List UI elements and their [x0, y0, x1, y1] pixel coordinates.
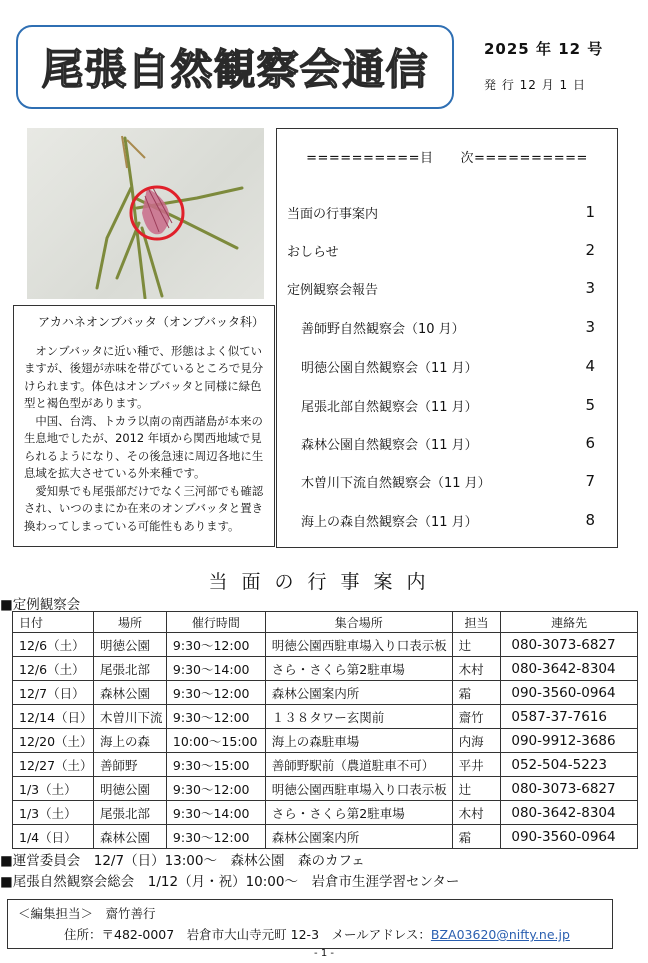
- column-header: 場所: [93, 612, 166, 633]
- table-cell: 明徳公園西駐車場入り口表示板: [265, 777, 452, 801]
- editor-address: 住所：〒482-0007 岩倉市大山寺元町 12-3 メールアドレス：: [64, 927, 431, 942]
- table-cell: 木村: [452, 657, 501, 681]
- toc-heading: ==========目 次==========: [306, 151, 588, 166]
- table-cell: 霜: [452, 681, 501, 705]
- table-cell: 森林公園案内所: [265, 681, 452, 705]
- table-cell: １３８タワー玄関前: [265, 705, 452, 729]
- table-cell: さら・さくら第2駐車場: [265, 657, 452, 681]
- table-cell: 10:00〜15:00: [166, 729, 265, 753]
- table-cell: 平井: [452, 753, 501, 777]
- editor-info-box: [7, 899, 613, 949]
- table-of-contents: ==========目 次========== 当面の行事案内 1 おしらせ 2 定例観察会報告 3 善師野自然観察会（10 月） 3 明徳公園自然観察会（11 月） 4 尾張北部自然観察会（11 月） 5 森林公園自然観察会（11 月） 6 木曽川下流自然観察会（11 月） 7 海上の森自然観察会（11 月） 8: [276, 128, 618, 548]
- table-cell: 12/14（日）: [13, 705, 94, 729]
- photo-caption-box: [13, 305, 275, 547]
- table-cell: 内海: [452, 729, 501, 753]
- schedule-title: 当面の行事案内: [208, 571, 440, 593]
- newsletter-title-box: [16, 25, 454, 109]
- table-cell: 080-3642-8304: [501, 801, 638, 825]
- table-cell: 0587-37-7616: [501, 705, 638, 729]
- email-link[interactable]: BZA03620@nifty.ne.jp: [430, 927, 570, 942]
- column-header: 連絡先: [501, 612, 638, 633]
- issue-number: 2025 年 12 号: [484, 40, 604, 58]
- table-cell: 090-3560-0964: [501, 825, 638, 849]
- table-cell: 090-9912-3686: [501, 729, 638, 753]
- table-cell: 9:30〜14:00: [166, 801, 265, 825]
- caption-paragraph: 愛知県でも尾張部だけでなく三河部でも確認され、いつのまにか在来のオンブバッタと置き換わってしまっている可能性もあります。: [24, 483, 264, 533]
- table-cell: 9:30〜12:00: [166, 633, 265, 657]
- table-cell: 1/4（日）: [13, 825, 94, 849]
- table-cell: 12/27（土）: [13, 753, 94, 777]
- table-cell: 9:30〜12:00: [166, 681, 265, 705]
- table-cell: 12/6（土）: [13, 657, 94, 681]
- table-cell: 1/3（土）: [13, 777, 94, 801]
- table-cell: 080-3073-6827: [501, 777, 638, 801]
- table-cell: 辻: [452, 777, 501, 801]
- table-row: [13, 633, 638, 657]
- table-cell: 052-504-5223: [501, 753, 638, 777]
- table-header-row: [13, 612, 638, 633]
- table-cell: 木曽川下流: [93, 705, 166, 729]
- table-cell: 12/20（土）: [13, 729, 94, 753]
- caption-title: アカハネオンブバッタ（オンブバッタ科）: [38, 315, 264, 329]
- table-row: [13, 801, 638, 825]
- column-header: 日付: [13, 612, 94, 633]
- newsletter-title: 尾張自然観察会通信: [41, 45, 429, 94]
- caption-paragraph: 中国、台湾、トカラ以南の南西諸島が本来の生息地でしたが、2012 年頃から関西地域で見られるようになり、その後急速に周辺各地に生息域を拡大させている外来種です。: [24, 413, 264, 480]
- table-cell: 木村: [452, 801, 501, 825]
- table-row: [13, 729, 638, 753]
- table-row: [13, 657, 638, 681]
- table-cell: 明徳公園: [93, 633, 166, 657]
- table-row: [13, 777, 638, 801]
- table-cell: 080-3642-8304: [501, 657, 638, 681]
- table-row: [13, 753, 638, 777]
- committee-note: ■運営委員会 12/7（日）13:00〜 森林公園 森のカフェ: [0, 853, 365, 869]
- table-row: [13, 705, 638, 729]
- table-cell: 12/7（日）: [13, 681, 94, 705]
- schedule-table: [12, 611, 638, 849]
- table-cell: 森林公園: [93, 825, 166, 849]
- grasshopper-photo: [27, 128, 264, 299]
- table-cell: 森林公園案内所: [265, 825, 452, 849]
- caption-paragraph: オンブバッタに近い種で、形態はよく似ていますが、後翅が赤味を帯びているところで見分けられます。体色はオンブバッタと同様に緑色型と褐色型があります。: [24, 343, 264, 410]
- editor-label: ＜編集担当＞ 齋竹善行: [18, 906, 156, 921]
- table-cell: 善師野: [93, 753, 166, 777]
- table-cell: 1/3（土）: [13, 801, 94, 825]
- general-meeting-note: ■尾張自然観察会総会 1/12（月・祝）10:00〜 岩倉市生涯学習センター: [0, 874, 460, 890]
- table-cell: 辻: [452, 633, 501, 657]
- table-cell: 明徳公園西駐車場入り口表示板: [265, 633, 452, 657]
- table-row: [13, 825, 638, 849]
- table-cell: 霜: [452, 825, 501, 849]
- column-header: 催行時間: [166, 612, 265, 633]
- table-cell: 9:30〜15:00: [166, 753, 265, 777]
- table-cell: 明徳公園: [93, 777, 166, 801]
- column-header: 集合場所: [265, 612, 452, 633]
- table-cell: 12/6（土）: [13, 633, 94, 657]
- table-cell: 海上の森: [93, 729, 166, 753]
- section-label: ■定例観察会: [0, 597, 81, 613]
- table-row: [13, 681, 638, 705]
- table-cell: 尾張北部: [93, 657, 166, 681]
- publish-date: 発 行 12 月 1 日: [484, 78, 586, 92]
- table-cell: 森林公園: [93, 681, 166, 705]
- table-cell: 9:30〜12:00: [166, 777, 265, 801]
- table-cell: 9:30〜14:00: [166, 657, 265, 681]
- table-cell: 海上の森駐車場: [265, 729, 452, 753]
- table-cell: 善師野駅前（農道駐車不可）: [265, 753, 452, 777]
- page-number: - 1 -: [314, 948, 334, 959]
- table-cell: 080-3073-6827: [501, 633, 638, 657]
- table-cell: 9:30〜12:00: [166, 825, 265, 849]
- table-cell: さら・さくら第2駐車場: [265, 801, 452, 825]
- table-cell: 尾張北部: [93, 801, 166, 825]
- column-header: 担当: [452, 612, 501, 633]
- table-cell: 9:30〜12:00: [166, 705, 265, 729]
- table-cell: 090-3560-0964: [501, 681, 638, 705]
- table-cell: 齋竹: [452, 705, 501, 729]
